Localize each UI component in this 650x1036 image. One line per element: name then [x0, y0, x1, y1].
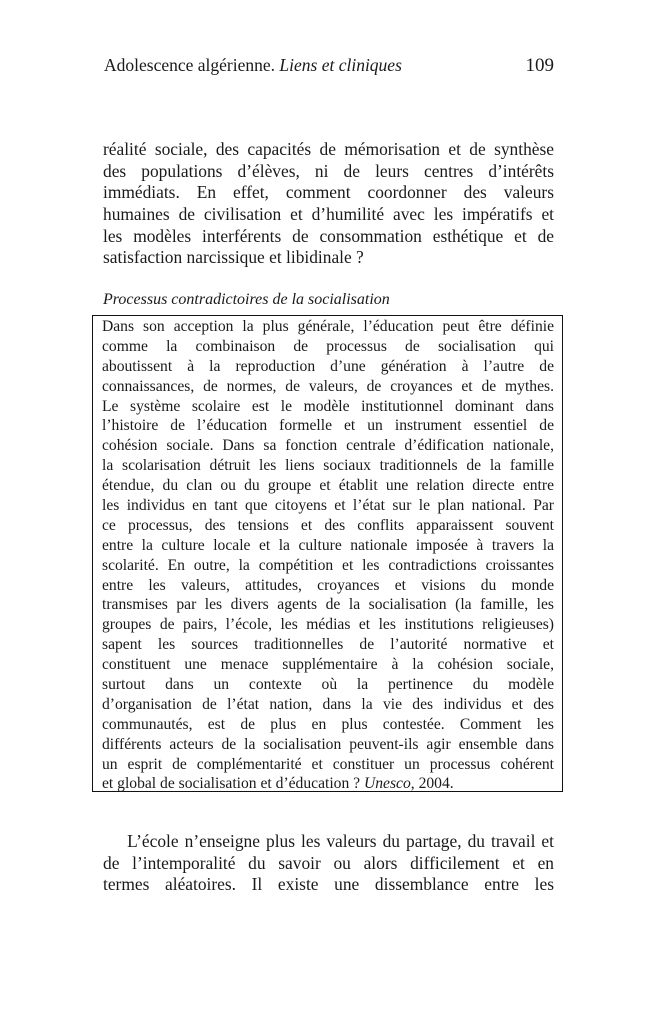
- quote-line: la scolarisation détruit les liens sociaux traditionnels de la famille: [102, 457, 554, 475]
- quote-source: Unesco: [363, 775, 411, 793]
- book-title: [104, 55, 402, 76]
- quote-line-text: et global de socialisation et d’éducation ?: [102, 775, 364, 793]
- quote-line: un esprit de complémentarité et constituer un processus cohérent: [102, 755, 554, 773]
- running-header: [104, 55, 554, 81]
- quote-line: constituent une menace supplémentaire à la cohésion sociale,: [102, 656, 554, 674]
- quote-line: surtout dans un contexte où la pertinence du modèle: [102, 676, 554, 694]
- text-line: de l’intemporalité du savoir ou alors difficilement et en: [103, 852, 554, 873]
- quote-line: groupes de pairs, l’école, les médias et les institutions religieuses): [102, 616, 554, 634]
- text-line: termes aléatoires. Il existe une dissemblance entre les: [103, 874, 554, 895]
- page-number: 109: [525, 55, 554, 76]
- paragraph-1: [103, 139, 554, 269]
- quote-last-line: [102, 774, 554, 794]
- text-line: réalité sociale, des capacités de mémorisation et de synthèse: [103, 139, 554, 159]
- text-line: les modèles interférents de consommation esthétique et de: [103, 225, 554, 246]
- quote-line: communautés, est de plus en plus contestée. Comment les: [102, 715, 554, 733]
- quote-line: transmises par les divers agents de la socialisation (la famille, les: [102, 596, 554, 614]
- section-subheading: Processus contradictoires de la socialisation: [103, 291, 390, 308]
- text-line: humaines de civilisation et d’humilité avec les impératifs et: [103, 204, 554, 225]
- quote-line: sapent les sources traditionnelles de l’autorité normative et: [102, 636, 554, 654]
- text-line: satisfaction narcissique et libidinale ?: [103, 247, 364, 268]
- quote-line: aboutissent à la reproduction d’une génération à l’autre de: [102, 357, 554, 375]
- quote-source-year: , 2004.: [410, 775, 454, 793]
- quote-line: connaissances, de normes, de valeurs, de croyances et de mythes.: [102, 377, 554, 395]
- quote-line: scolarité. En outre, la compétition et les contradictions croissantes: [102, 556, 554, 574]
- quote-text: [102, 317, 554, 794]
- quote-line: comme la combinaison de processus de socialisation qui: [102, 337, 554, 355]
- quote-line: différents acteurs de la socialisation peuvent-ils agir ensemble dans: [102, 735, 554, 753]
- quote-box: [92, 315, 563, 792]
- paragraph-2: [103, 831, 554, 896]
- quote-line: les individus en tant que citoyens et l’état sur le plan national. Par: [102, 497, 554, 515]
- book-title-italic: Liens et cliniques: [279, 55, 402, 75]
- quote-line: d’organisation de l’état nation, dans la vie des individus et des: [102, 695, 554, 713]
- quote-line: étendue, du clan ou du groupe et établit une relation directe entre: [102, 477, 554, 495]
- quote-line: l’histoire de l’éducation formelle et un instrument essentiel de: [102, 417, 554, 435]
- quote-line: entre les valeurs, attitudes, croyances et visions du monde: [102, 576, 554, 594]
- text-line: immédiats. En effet, comment coordonner des valeurs: [103, 182, 554, 203]
- text-line: des populations d’élèves, ni de leurs centres d’intérêts: [103, 160, 554, 181]
- quote-line: Dans son acception la plus générale, l’éducation peut être définie: [102, 318, 554, 335]
- quote-line: entre la culture locale et la culture nationale imposée à travers la: [102, 536, 554, 554]
- quote-line: Le système scolaire est le modèle institutionnel dominant dans: [102, 397, 554, 415]
- book-title-main: Adolescence algérienne.: [104, 55, 280, 75]
- text-line: L’école n’enseigne plus les valeurs du partage, du travail et: [103, 831, 554, 851]
- quote-line: cohésion sociale. Dans sa fonction centrale d’édification nationale,: [102, 437, 554, 455]
- quote-line: ce processus, des tensions et des conflits apparaissent souvent: [102, 516, 554, 534]
